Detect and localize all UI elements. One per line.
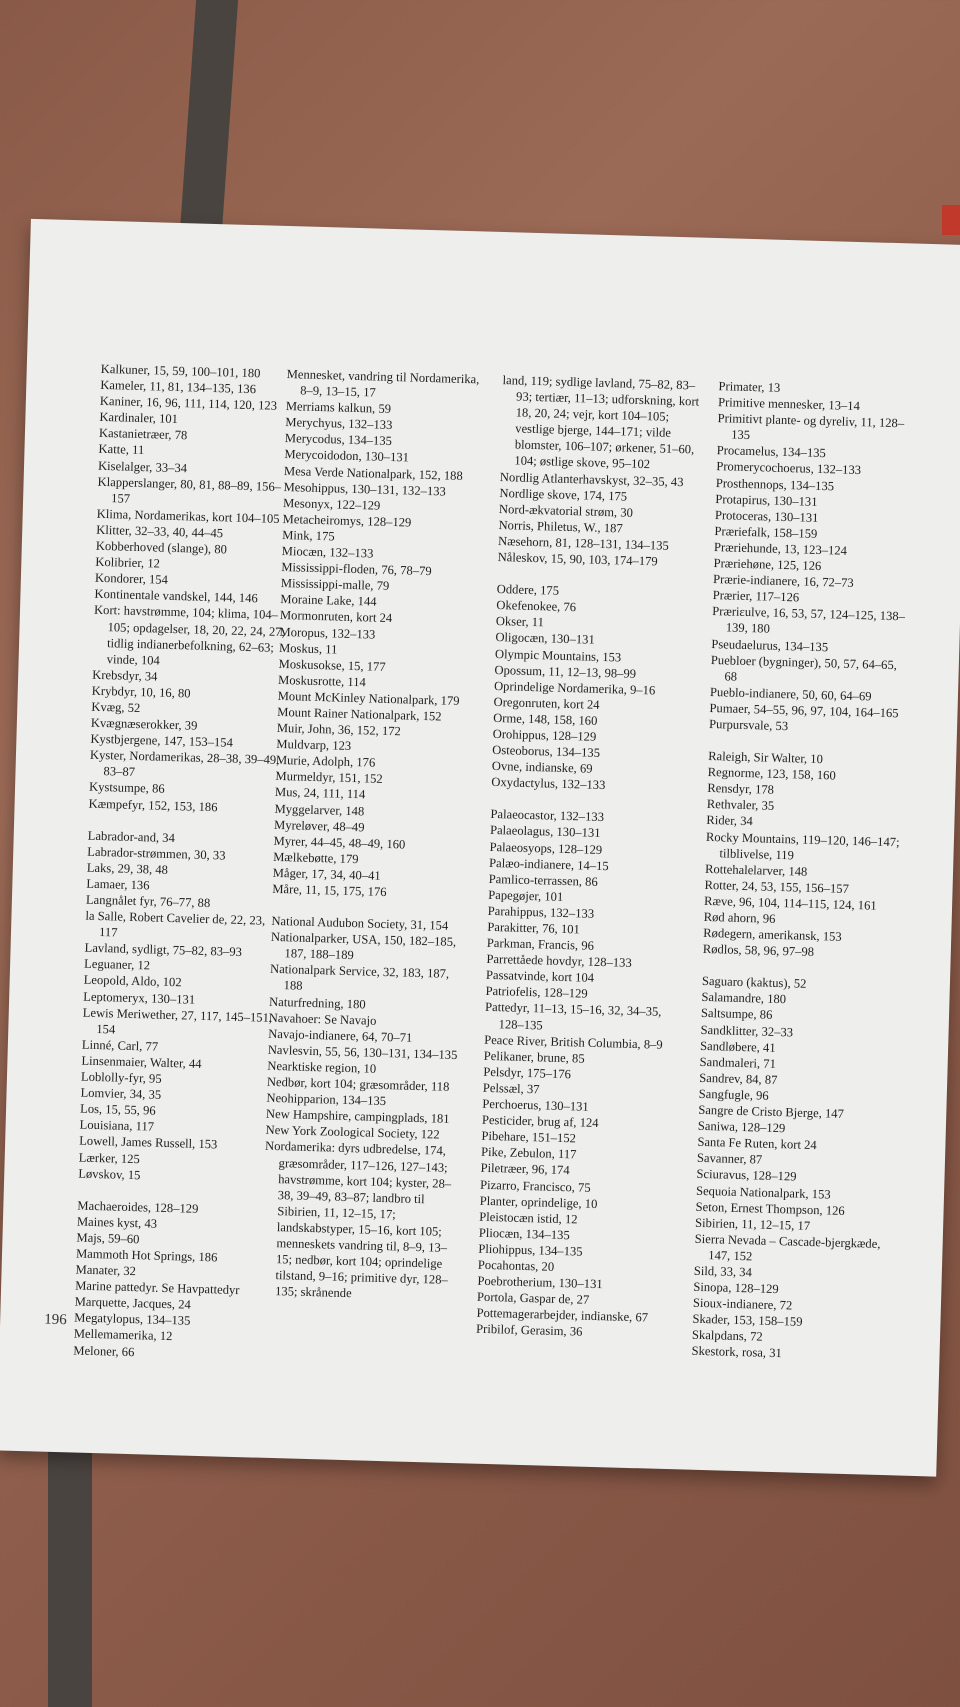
floor-tile-seam [48, 1420, 92, 1707]
index-entry: Sandklitter, 32–33 [700, 1022, 794, 1039]
index-entry: Pleistocæn istid, 12 [479, 1209, 578, 1227]
index-entry: Neohipparion, 134–135 [266, 1090, 387, 1109]
index-entry: Labrador-strømmen, 30, 33 [87, 844, 226, 863]
index-entry: Mesohippus, 130–131, 132–133 [283, 479, 447, 499]
index-entry: Kameler, 11, 81, 134–135, 136 [100, 377, 257, 397]
index-entry: Palaeolagus, 130–131 [489, 823, 601, 841]
index-entry: Myrer, 44–45, 48–49, 160 [273, 833, 406, 852]
index-entry: Primitivt plante- og dyreliv, 11, 128–135 [717, 411, 905, 443]
index-entry: Raleigh, Sir Walter, 10 [708, 749, 824, 767]
index-entry: Myggelarver, 148 [274, 801, 365, 818]
index-entry: Saguaro (kaktus), 52 [701, 974, 807, 992]
index-entry: Megatylopus, 134–135 [74, 1310, 191, 1329]
index-entry: Kvæg, 52 [91, 699, 141, 716]
index-entry: Krebsdyr, 34 [92, 667, 158, 684]
index-entry: Løvskov, 15 [78, 1166, 141, 1182]
index-entry: Mellemamerika, 12 [73, 1326, 173, 1344]
index-entry: Pizarro, Francisco, 75 [479, 1177, 591, 1195]
index-entry: Katte, 11 [98, 442, 145, 458]
index-entry: Mammoth Hot Springs, 186 [75, 1246, 218, 1265]
index-entry: Prosthennops, 134–135 [715, 475, 835, 493]
index-entry: Leopold, Aldo, 102 [83, 973, 182, 990]
index-entry: New York Zoological Society, 122 [265, 1123, 440, 1142]
index-entry: Promerycochoerus, 132–133 [716, 459, 862, 478]
index-entry: Måger, 17, 34, 40–41 [272, 865, 381, 883]
index-entry: Kondorer, 154 [94, 570, 169, 588]
index-entry: Merycodus, 134–135 [284, 431, 393, 449]
index-entry: Poebrotherium, 130–131 [477, 1273, 603, 1292]
index-entry: Klapperslanger, 80, 81, 88–89, 156–157 [97, 474, 282, 506]
index-entry: Skestork, rosa, 31 [691, 1344, 782, 1361]
index-entry: Patriofelis, 128–129 [485, 984, 588, 1002]
index-entry: Nearktiske region, 10 [267, 1058, 377, 1076]
index-entry: Kalkuner, 15, 59, 100–101, 180 [100, 361, 261, 381]
index-entry: Langnålet fyr, 76–77, 88 [85, 892, 211, 911]
index-entry: Moskus, 11 [278, 640, 338, 657]
index-entry: Navajo-indianere, 64, 70–71 [268, 1026, 413, 1045]
index-entry: Rødlos, 58, 96, 97–98 [702, 942, 815, 960]
index-entry: Kystsumpe, 86 [88, 780, 165, 797]
index-entry: Moskusokse, 15, 177 [278, 656, 386, 674]
index-entry: Mesa Verde Nationalpark, 152, 188 [283, 463, 463, 483]
index-entry: Måre, 11, 15, 175, 176 [272, 881, 387, 900]
index-entry: Mink, 175 [282, 527, 335, 544]
index-entry: Merycoidodon, 130–131 [284, 447, 410, 465]
index-entry: Mount Rainer Nationalpark, 152 [277, 704, 442, 724]
index-entry: Miocæn, 132–133 [281, 543, 374, 561]
index-entry: Protapirus, 130–131 [715, 491, 818, 509]
index-entry: Passatvinde, kort 104 [485, 968, 595, 986]
index-entry: Skader, 153, 158–159 [692, 1311, 803, 1330]
index-entry: Kyster, Nordamerikas, 28–38, 39–49, 83–87 [89, 747, 280, 780]
index-entry: Norris, Philetus, W., 187 [498, 517, 623, 536]
index-entry: Kaniner, 16, 96, 111, 114, 120, 123 [99, 394, 278, 413]
index-entry: Olympic Mountains, 153 [494, 646, 622, 664]
index-entry: Perchoerus, 130–131 [482, 1096, 589, 1114]
index-entry: Pesticider, brug af, 124 [481, 1112, 599, 1131]
index-entry: Purpursvale, 53 [708, 716, 789, 734]
index-column [73, 361, 301, 1364]
index-entry: Klima, Nordamerikas, kort 104–105 [96, 506, 280, 526]
floor-tile-seam [180, 0, 238, 232]
index-entry: Kontinentale vandskel, 144, 146 [94, 587, 258, 606]
index-entry: Saniwa, 128–129 [697, 1118, 786, 1136]
index-entry: Krybdyr, 10, 16, 80 [91, 683, 191, 701]
index-entry: Prærier, 117–126 [712, 588, 800, 605]
index-entry: Kiselalger, 33–34 [97, 458, 188, 475]
index-entry: Lærker, 125 [78, 1150, 140, 1166]
index-entry: Skalpdans, 72 [691, 1328, 763, 1345]
index-entry: land, 119; sydlige lavland, 75–82, 83–93; tertiær, 11–13; udforskning, kort 18, 20, 24; vejr, kort 104–105; vestlige bjerge, 144–171; vilde blomster, 106–107; ørkener, 51–60, 104; østlige skove, 95–102 [502, 373, 700, 472]
index-entry: Primitive mennesker, 13–14 [717, 395, 861, 414]
index-entry: Ræve, 96, 104, 114–115, 124, 161 [703, 893, 877, 913]
index-entry: Merychyus, 132–133 [285, 415, 393, 433]
index-entry: Lavland, sydligt, 75–82, 83–93 [84, 940, 243, 960]
index-entry: Oprindelige Nordamerika, 9–16 [493, 678, 656, 698]
index-entry: Lowell, James Russell, 153 [79, 1133, 218, 1152]
index-entry: Santa Fe Ruten, kort 24 [697, 1135, 817, 1153]
index-entry: Kystbjergene, 147, 153–154 [90, 731, 234, 750]
index-entry: Næsehorn, 81, 128–131, 134–135 [497, 533, 669, 553]
index-entry: Machaeroides, 128–129 [77, 1198, 199, 1216]
index-entry: Los, 15, 55, 96 [79, 1101, 156, 1118]
index-entry: Rødegern, amerikansk, 153 [703, 925, 842, 944]
index-entry: Nordlig Atlanterhavskyst, 32–35, 43 [499, 469, 684, 489]
book-page [0, 219, 960, 1477]
index-entry: Mælkebøtte, 179 [273, 849, 359, 867]
index-entry: Nåleskov, 15, 90, 103, 174–179 [497, 550, 658, 569]
index-entry: Muldvarp, 123 [276, 737, 352, 754]
index-entry: Kobberhoved (slange), 80 [95, 538, 228, 557]
index-entry: Nationalpark Service, 32, 183, 187, 188 [269, 962, 450, 994]
index-entry: Pattedyr, 11–13, 15–16, 32, 34–35, 128–135 [484, 1000, 662, 1032]
index-entry: Mus, 24, 111, 114 [274, 785, 366, 802]
index-entry: New Hampshire, campingplads, 181 [265, 1106, 450, 1127]
index-entry: Linné, Carl, 77 [81, 1037, 159, 1054]
index-entry: Pseudaelurus, 134–135 [711, 636, 829, 654]
index-entry: Marquette, Jacques, 24 [74, 1294, 191, 1312]
index-entry: Moraine Lake, 144 [280, 592, 377, 609]
index-columns [43, 360, 931, 1381]
index-entry: Puebloer (bygninger), 50, 57, 64–65, 68 [710, 652, 898, 684]
index-entry: Okser, 11 [495, 614, 545, 630]
index-entry: Kvægnæserokker, 39 [90, 715, 198, 733]
index-entry: Præriefalk, 158–159 [714, 523, 818, 541]
index-entry: Rotter, 24, 53, 155, 156–157 [704, 877, 850, 896]
index-entry: la Salle, Robert Cavelier de, 22, 23, 117 [85, 908, 266, 940]
index-entry: Rottehalelarver, 148 [704, 861, 808, 879]
index-entry: Kardinaler, 101 [99, 410, 179, 427]
index-entry: Loblolly-fyr, 95 [80, 1069, 162, 1086]
index-entry: Pocahontas, 20 [477, 1257, 555, 1274]
index-entry: Palaeosyops, 128–129 [489, 839, 603, 857]
index-entry: Mississippi-malle, 79 [280, 576, 390, 594]
index-entry: Pumaer, 54–55, 96, 97, 104, 164–165 [709, 700, 899, 721]
index-entry: Nordamerika: dyrs udbredelse, 174, græsområder, 117–126, 127–143; havstrømme, kort 104; kyster, 28–38, 39–49, 83–87; landbro til Sibirien, 11, 12–15, 17; landskabstyper, 15–16, kort 105; menneskets vandring til, 8–9, 13–15; nedbør, kort 104; oprindelige tilstand, 9–16; primitive dyr, 128–135; skrånende [264, 1139, 452, 1301]
index-entry: Parkman, Francis, 96 [486, 935, 595, 953]
index-entry: Planter, oprindelige, 10 [479, 1193, 598, 1211]
index-entry: Præriehøne, 125, 126 [713, 556, 822, 574]
index-entry: Pike, Zebulon, 117 [480, 1145, 577, 1162]
index-entry: Papegøjer, 101 [488, 887, 564, 904]
index-entry: Orohippus, 128–129 [492, 726, 597, 744]
index-entry: Savanner, 87 [696, 1151, 763, 1167]
index-entry: Parahippus, 132–133 [487, 903, 595, 921]
index-entry: Laks, 29, 38, 48 [86, 860, 169, 877]
index-entry: Oddere, 175 [496, 582, 560, 598]
index-entry: Primater, 13 [718, 379, 781, 395]
index-entry: Pibehare, 151–152 [481, 1128, 577, 1146]
index-entry: Klitter, 32–33, 40, 44–45 [96, 522, 224, 541]
index-entry: Manater, 32 [75, 1262, 137, 1279]
index-entry: Parakitter, 76, 101 [487, 919, 581, 937]
index-entry: Orme, 148, 158, 160 [492, 710, 598, 728]
index-entry: Mormonruten, kort 24 [279, 608, 393, 626]
index-entry: Nord-ækvatorial strøm, 30 [498, 501, 634, 520]
index-entry: Salamandre, 180 [701, 990, 787, 1007]
index-entry: Sinopa, 128–129 [693, 1279, 779, 1297]
index-entry: Rød ahorn, 96 [703, 909, 776, 926]
index-entry: Osteoborus, 134–135 [492, 742, 601, 760]
page-number: 196 [43, 1311, 67, 1329]
index-entry: Pliocæn, 134–135 [478, 1225, 570, 1243]
index-entry: Præriehunde, 13, 123–124 [713, 539, 848, 558]
index-entry: Pamlico-terrassen, 86 [488, 871, 598, 889]
index-entry: Mount McKinley Nationalpark, 179 [277, 688, 460, 708]
index-entry: Sequoia Nationalpark, 153 [695, 1183, 831, 1202]
index-entry: Lewis Meriwether, 27, 117, 145–151, 154 [82, 1005, 273, 1037]
index-entry: Saltsumpe, 86 [700, 1006, 773, 1023]
index-entry: Majs, 59–60 [76, 1230, 140, 1247]
index-entry: Sandløbere, 41 [699, 1038, 776, 1055]
index-entry: Navahoer: Se Navajo [268, 1010, 377, 1028]
index-entry: Sandrev, 84, 87 [699, 1070, 778, 1087]
index-entry: Sild, 33, 34 [693, 1263, 753, 1280]
index-entry: Sangfugle, 96 [698, 1086, 769, 1103]
index-entry: Piletræer, 96, 174 [480, 1161, 570, 1178]
index-entry: Sioux-indianere, 72 [692, 1295, 793, 1313]
index-entry: Pottemagerarbejder, indianske, 67 [476, 1305, 649, 1325]
index-entry: Mesonyx, 122–129 [282, 495, 381, 513]
index-column [691, 378, 919, 1381]
index-entry: Lomvier, 34, 35 [80, 1085, 162, 1102]
index-entry: Sandmaleri, 71 [699, 1054, 777, 1071]
index-entry: Pueblo-indianere, 50, 60, 64–69 [709, 684, 872, 704]
index-entry: Pelsdyr, 175–176 [483, 1064, 572, 1082]
index-entry: Sciuravus, 128–129 [696, 1167, 797, 1184]
index-entry: Nationalparker, USA, 150, 182–185, 187, 188–189 [270, 930, 457, 963]
index-entry: Merriams kalkun, 59 [285, 399, 392, 417]
index-entry: Muir, John, 36, 152, 172 [276, 720, 402, 739]
index-entry: Kort: havstrømme, 104; klima, 104–105; opdagelser, 18, 20, 22, 24, 27; tidlig indianerbefolkning, 62–63; vinde, 104 [93, 603, 286, 668]
index-entry: Metacheiromys, 128–129 [282, 511, 412, 530]
index-entry: Murie, Adolph, 176 [275, 753, 376, 770]
index-entry: Sangre de Cristo Bjerge, 147 [698, 1102, 845, 1121]
index-entry: Nordlige skove, 174, 175 [499, 485, 628, 504]
index-entry: Sibirien, 11, 12–15, 17 [694, 1215, 811, 1233]
index-entry: Rider, 34 [706, 813, 753, 829]
index-column [475, 372, 703, 1375]
red-cover-corner [942, 205, 960, 235]
index-entry: Meloner, 66 [73, 1342, 135, 1359]
index-entry: Linsenmaier, Walter, 44 [81, 1053, 202, 1071]
index-entry: Kæmpefyr, 152, 153, 186 [88, 796, 218, 814]
index-entry: Navlesvin, 55, 56, 130–131, 134–135 [267, 1042, 458, 1062]
index-entry: Kastanietræer, 78 [98, 426, 188, 443]
index-entry: Pribilof, Gerasim, 36 [475, 1322, 583, 1340]
index-entry: Okefenokee, 76 [496, 598, 577, 615]
index-entry: Palæo-indianere, 14–15 [488, 855, 609, 873]
index-entry: Rocky Mountains, 119–120, 146–147; tilblivelse, 119 [705, 829, 900, 863]
index-entry: Opossum, 11, 12–13, 98–99 [494, 662, 637, 681]
index-entry: Ovne, indianske, 69 [491, 759, 593, 776]
index-entry: National Audubon Society, 31, 154 [271, 913, 449, 933]
index-entry: Procamelus, 134–135 [716, 443, 827, 461]
index-entry: Pelikaner, brune, 85 [483, 1048, 585, 1066]
index-entry: Pliohippus, 134–135 [478, 1241, 583, 1259]
index-entry: Præriεulve, 16, 53, 57, 124–125, 138–139, 180 [712, 604, 906, 637]
index-entry: Palaeocastor, 132–133 [490, 807, 605, 825]
index-entry: Prærie-indianere, 16, 72–73 [712, 572, 854, 591]
index-entry: Sierra Nevada – Cascade-bjergkæde, 147, 152 [694, 1231, 881, 1264]
index-entry: Oligocæn, 130–131 [495, 630, 595, 648]
index-entry: Seton, Ernest Thompson, 126 [695, 1199, 845, 1218]
index-entry: Marine pattedyr. Se Havpattedyr [74, 1278, 240, 1298]
index-entry: Rensdyr, 178 [707, 781, 775, 798]
index-entry: Peace River, British Columbia, 8–9 [484, 1032, 663, 1052]
index-entry: Lamaer, 136 [86, 876, 150, 893]
index-entry: Pelssæl, 37 [482, 1080, 540, 1097]
index-entry: Regnorme, 123, 158, 160 [707, 765, 836, 783]
index-entry: Rethvaler, 35 [706, 797, 775, 814]
index-entry: Parrettåede hovdyr, 128–133 [486, 952, 632, 971]
index-entry: Maines kyst, 43 [76, 1214, 158, 1231]
index-entry: Leptomeryx, 130–131 [83, 989, 196, 1007]
index-entry: Mississippi-floden, 76, 78–79 [281, 560, 432, 579]
index-entry: Labrador-and, 34 [87, 828, 176, 845]
index-entry: Oxydactylus, 132–133 [491, 775, 606, 793]
index-entry: Mennesket, vandring til Nordamerika, 8–9, 13–15, 17 [286, 367, 480, 400]
index-entry: Protoceras, 130–131 [714, 507, 819, 525]
index-entry: Myreløver, 48–49 [273, 817, 365, 835]
index-entry: Naturfredning, 180 [268, 994, 366, 1012]
index-entry: Louisiana, 117 [79, 1117, 155, 1134]
index-entry: Leguaner, 12 [83, 956, 151, 973]
index-entry: Nedbør, kort 104; græsområder, 118 [266, 1074, 450, 1094]
index-entry: Murmeldyr, 151, 152 [275, 769, 383, 787]
index-entry: Kolibrier, 12 [95, 554, 161, 571]
index-entry: Moskusrotte, 114 [277, 672, 367, 690]
index-entry: Oregonruten, kort 24 [493, 694, 600, 712]
index-entry: Moropus, 132–133 [279, 624, 376, 642]
index-entry: Portola, Gaspar de, 27 [476, 1289, 590, 1307]
